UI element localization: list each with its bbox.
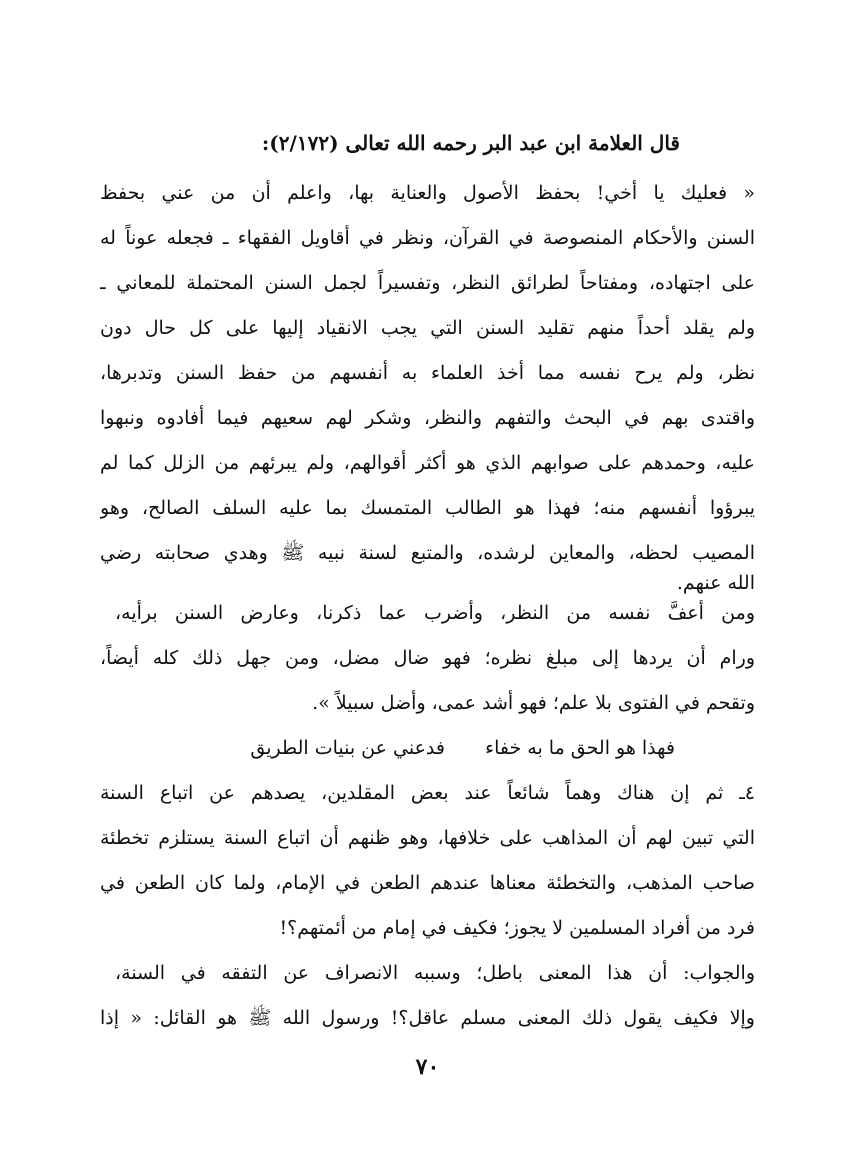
verse-second-hemistich: فدعني عن بنيات الطريق — [250, 737, 445, 759]
verse-first-hemistich: فهذا هو الحق ما به خفاء — [485, 737, 675, 759]
quote-line-13: وتقحم في الفتوى بلا علم؛ فهو أشد عمى، وأضل سبيلاً ». — [312, 692, 755, 714]
quote-line-2: السنن والأحكام المنصوصة في القرآن، ونظر في أقاويل الفقهاء ـ فجعله عوناً له — [100, 227, 755, 249]
page-number: ٧٠ — [415, 1054, 440, 1080]
quote-line-11: ومن أعفَّ نفسه من النظر، وأضرب عما ذكرنا، وعارض السنن برأيه، — [115, 602, 755, 624]
quote-line-1: « فعليك يا أخي! بحفظ الأصول والعناية بها، واعلم أن من عني بحفظ — [100, 182, 755, 204]
quote-line-9: المصيب لحظه، والمعاين لرشده، والمتبع لسنة نبيه ﷺ وهدي صحابته رضي — [100, 542, 755, 564]
quote-line-10: الله عنهم. — [676, 572, 755, 594]
section4-line-4: فرد من أفراد المسلمين لا يجوز؛ فكيف في إمام من أئمتهم؟! — [279, 917, 755, 939]
answer-line-1: والجواب: أن هذا المعنى باطل؛ وسببه الانصراف عن التفقه في السنة، — [115, 962, 755, 984]
section4-line-3: صاحب المذهب، والتخطئة معناها عندهم الطعن في الإمام، ولما كان الطعن في — [100, 872, 755, 894]
quote-line-5: نظر، ولم يرح نفسه مما أخذ العلماء به أنفسهم من حفظ السنن وتدبرها، — [100, 362, 755, 384]
quote-line-3: على اجتهاده، ومفتاحاً لطرائق النظر، وتفسيراً لجمل السنن المحتملة للمعاني ـ — [100, 272, 755, 294]
answer-line-2: وإلا فكيف يقول ذلك المعنى مسلم عاقل؟! ورسول الله ﷺ هو القائل: « إذا — [100, 1007, 755, 1029]
quote-line-4: ولم يقلد أحداً منهم تقليد السنن التي يجب الانقياد إليها على كل حال دون — [100, 317, 755, 339]
section4-line-1: ٤ـ ثم إن هناك وهماً شائعاً عند بعض المقلدين، يصدهم عن اتباع السنة — [100, 782, 755, 804]
section4-line-2: التي تبين لهم أن المذاهب على خلافها، وهو ظنهم أن اتباع السنة يستلزم تخطئة — [100, 827, 755, 849]
quote-line-8: يبرؤوا أنفسهم منه؛ فهذا هو الطالب المتمسك بما عليه السلف الصالح، وهو — [100, 497, 755, 519]
quote-line-6: واقتدى بهم في البحث والتفهم والنظر، وشكر لهم سعيهم فيما أفادوه ونبهوا — [100, 407, 755, 429]
quote-line-12: ورام أن يردها إلى مبلغ نظره؛ فهو ضال مضل، ومن جهل ذلك كله أيضاً، — [100, 647, 755, 669]
quote-heading: قال العلامة ابن عبد البر رحمه الله تعالى (٢/١٧٢): — [261, 131, 680, 155]
quote-line-7: عليه، وحمدهم على صوابهم الذي هو أكثر أقوالهم، ولم يبرئهم من الزلل كما لم — [100, 452, 755, 474]
